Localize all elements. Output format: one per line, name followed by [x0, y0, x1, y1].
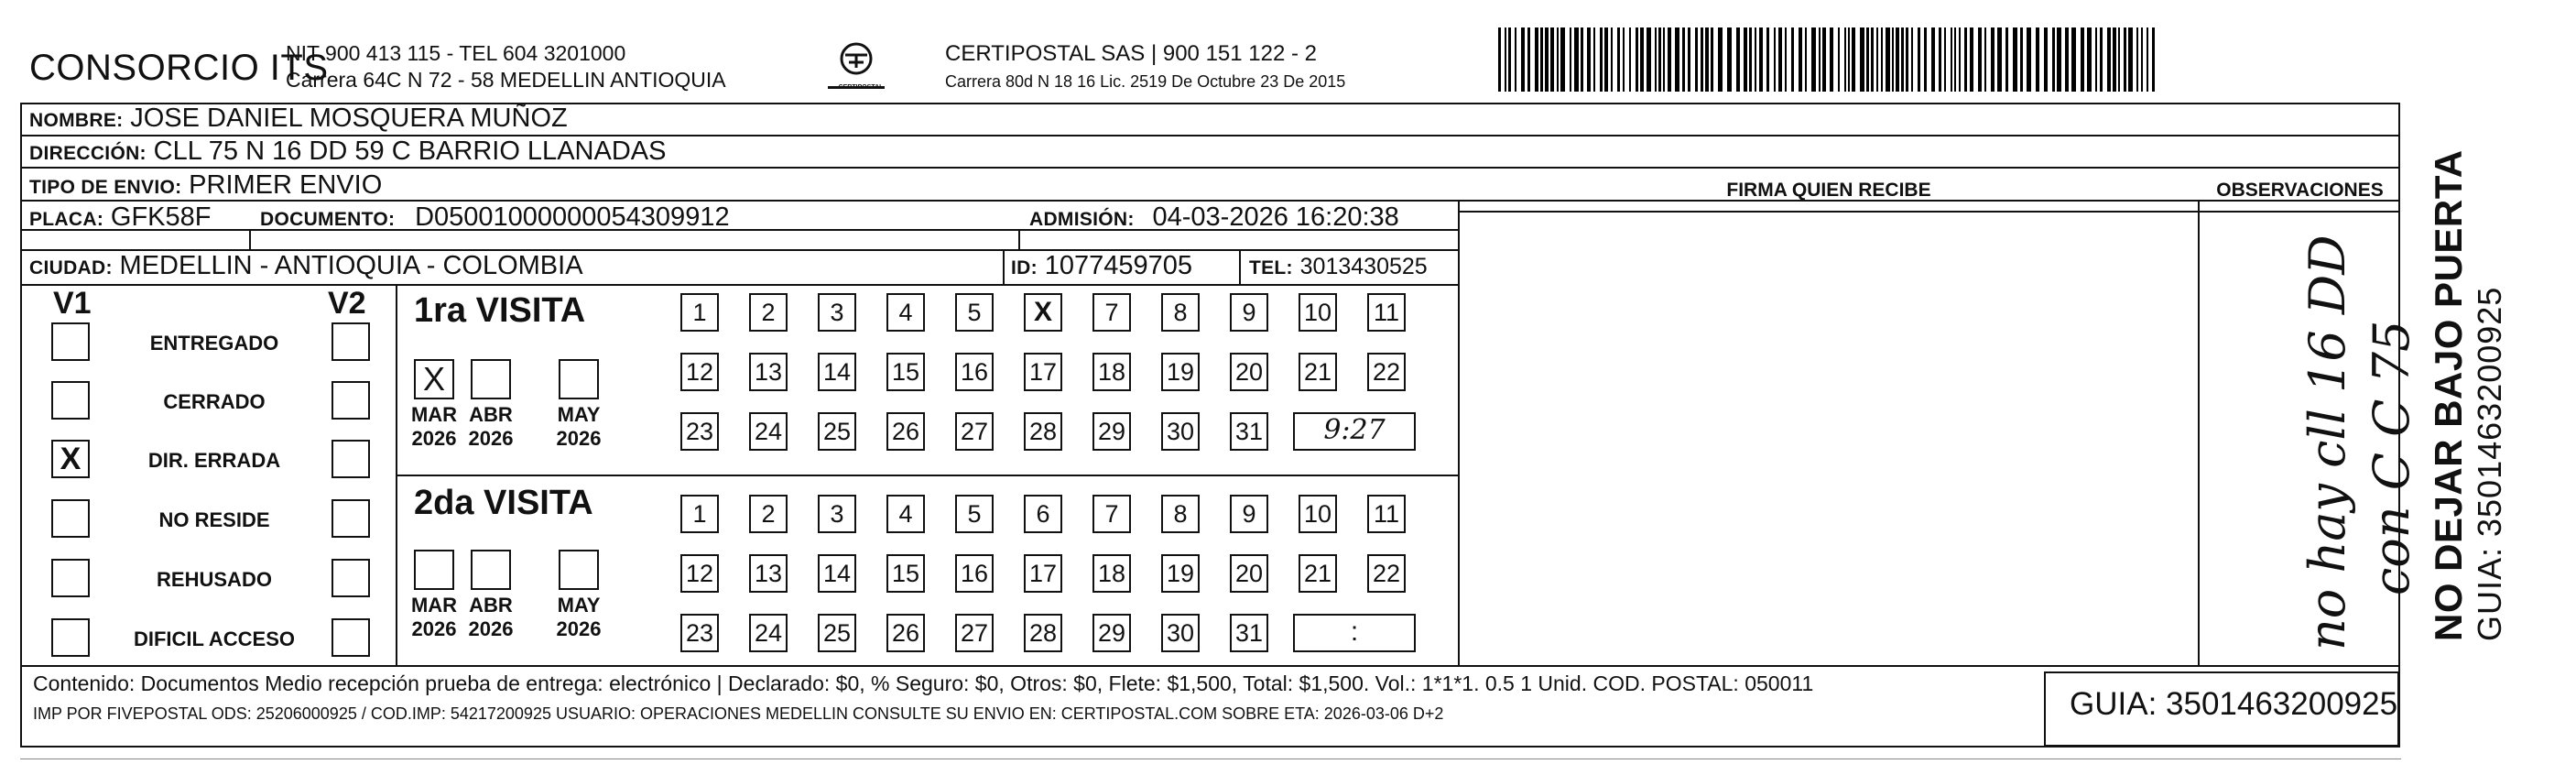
company-name: CONSORCIO ITS	[29, 48, 329, 88]
v2-day-10[interactable]: 10	[1299, 495, 1337, 533]
v2-day-5[interactable]: 5	[955, 495, 994, 533]
v2-checkbox-3[interactable]	[332, 499, 370, 538]
v1-day-4[interactable]: 4	[886, 293, 925, 332]
v2-day-19[interactable]: 19	[1161, 554, 1200, 593]
month-checkbox[interactable]	[559, 359, 599, 399]
v1-day-26[interactable]: 26	[886, 412, 925, 451]
v1-day-29[interactable]: 29	[1092, 412, 1131, 451]
v1-day-22[interactable]: 22	[1367, 353, 1406, 391]
v2-day-7[interactable]: 7	[1092, 495, 1131, 533]
v1-time-box[interactable]: 9:27	[1293, 412, 1416, 451]
v1-day-28[interactable]: 28	[1024, 412, 1062, 451]
status-label: ENTREGADO	[149, 332, 279, 355]
v2-day-17[interactable]: 17	[1024, 554, 1062, 593]
certipostal-info	[945, 40, 1345, 95]
v1-day-1[interactable]: 1	[680, 293, 719, 332]
certipostal-line: CERTIPOSTAL SAS | 900 151 122 - 2	[945, 41, 1317, 66]
v2-time-box[interactable]: :	[1293, 614, 1416, 652]
nombre-label: NOMBRE:	[29, 110, 124, 131]
ciudad-value: MEDELLIN - ANTIOQUIA - COLOMBIA	[119, 251, 583, 280]
v1-day-20[interactable]: 20	[1230, 353, 1268, 391]
v1-checkbox-1[interactable]	[51, 381, 90, 420]
admision-value: 04-03-2026 16:20:38	[1152, 202, 1399, 232]
guia-number: GUIA: 3501463200925	[2044, 671, 2399, 747]
v1-day-15[interactable]: 15	[886, 353, 925, 391]
v1-day-7[interactable]: 7	[1092, 293, 1131, 332]
status-label: NO RESIDE	[158, 508, 270, 531]
month-label: MAR 2026	[410, 594, 458, 640]
id-value: 1077459705	[1044, 251, 1192, 280]
direccion-value: CLL 75 N 16 DD 59 C BARRIO LLANADAS	[153, 136, 667, 166]
v1-day-19[interactable]: 19	[1161, 353, 1200, 391]
v1-checkbox-0[interactable]	[51, 322, 90, 361]
v2-checkbox-1[interactable]	[332, 381, 370, 420]
tipo-envio-field	[29, 170, 382, 201]
v2-day-24[interactable]: 24	[749, 614, 788, 652]
v2-day-3[interactable]: 3	[818, 495, 856, 533]
v2-day-15[interactable]: 15	[886, 554, 925, 593]
v1-checkbox-2[interactable]: X	[51, 440, 90, 478]
v2-day-4[interactable]: 4	[886, 495, 925, 533]
month-label: ABR 2026	[468, 594, 514, 640]
v2-day-29[interactable]: 29	[1092, 614, 1131, 652]
nit-line: NIT 900 413 115 - TEL 604 3201000	[286, 41, 626, 65]
v2-day-1[interactable]: 1	[680, 495, 719, 533]
direccion-field	[29, 136, 666, 167]
v2-day-20[interactable]: 20	[1230, 554, 1268, 593]
month-checkbox[interactable]	[559, 550, 599, 590]
documento-value: D05001000000054309912	[415, 202, 730, 232]
visita2-title: 2da VISITA	[414, 484, 593, 522]
month-label: MAY 2026	[556, 403, 602, 450]
v2-day-26[interactable]: 26	[886, 614, 925, 652]
barcode	[1498, 27, 2159, 92]
direccion-label: DIRECCIÓN:	[29, 143, 147, 164]
v2-checkbox-5[interactable]	[332, 618, 370, 657]
v1-day-17[interactable]: 17	[1024, 353, 1062, 391]
footer-contenido: Contenido: Documentos Medio recepción prueba de entrega: electrónico | Declarado: $0, % Seguro: $0, Otros: $0, Flete: $1,500, Total: $1,500. Vol.: 1*1*1. 0.5 1 Unid. COD. POSTAL: 050011	[33, 671, 1814, 695]
v1-day-10[interactable]: 10	[1299, 293, 1337, 332]
handwritten-observation-2: con C C 75	[2363, 320, 2420, 595]
placa-label: PLACA:	[29, 209, 104, 230]
documento-label: DOCUMENTO:	[260, 209, 396, 230]
tel-value: 3013430525	[1299, 254, 1428, 279]
status-label: REHUSADO	[157, 568, 272, 591]
v2-day-2[interactable]: 2	[749, 495, 788, 533]
v2-day-14[interactable]: 14	[818, 554, 856, 593]
v2-day-22[interactable]: 22	[1367, 554, 1406, 593]
v2-checkbox-2[interactable]	[332, 440, 370, 478]
v2-day-12[interactable]: 12	[680, 554, 719, 593]
v1-checkbox-5[interactable]	[51, 618, 90, 657]
v2-day-27[interactable]: 27	[955, 614, 994, 652]
v1-day-6[interactable]: X	[1024, 293, 1062, 332]
v2-day-30[interactable]: 30	[1161, 614, 1200, 652]
v2-day-25[interactable]: 25	[818, 614, 856, 652]
tipo-envio-value: PRIMER ENVIO	[189, 170, 383, 200]
v1-day-3[interactable]: 3	[818, 293, 856, 332]
status-label: CERRADO	[163, 390, 266, 413]
tipo-envio-label: TIPO DE ENVIO:	[29, 177, 182, 198]
month-label: ABR 2026	[468, 403, 514, 450]
v1-day-14[interactable]: 14	[818, 353, 856, 391]
v2-day-6[interactable]: 6	[1024, 495, 1062, 533]
v1-day-31[interactable]: 31	[1230, 412, 1268, 451]
v1-day-27[interactable]: 27	[955, 412, 994, 451]
id-field	[1011, 251, 1192, 281]
admision-field	[1029, 202, 1399, 233]
v1-day-16[interactable]: 16	[955, 353, 994, 391]
v2-day-21[interactable]: 21	[1299, 554, 1337, 593]
placa-field	[29, 202, 212, 233]
side-warning	[2427, 149, 2509, 641]
firma-header: FIRMA QUIEN RECIBE	[1726, 180, 1931, 201]
month-label: MAY 2026	[556, 594, 602, 640]
v2-day-28[interactable]: 28	[1024, 614, 1062, 652]
v1-day-18[interactable]: 18	[1092, 353, 1131, 391]
side-warning-text: NO DEJAR BAJO PUERTA	[2427, 149, 2470, 641]
v1-day-5[interactable]: 5	[955, 293, 994, 332]
v2-day-11[interactable]: 11	[1367, 495, 1406, 533]
company-info	[286, 40, 726, 93]
month-label: MAR 2026	[410, 403, 458, 450]
observaciones-header: OBSERVACIONES	[2216, 180, 2384, 201]
footer-impresion: IMP POR FIVEPOSTAL ODS: 25206000925 / COD.IMP: 54217200925 USUARIO: OPERACIONES MEDELLIN CONSULTE SU ENVIO EN: CERTIPOSTAL.COM SOBRE ETA: 2026-03-06 D+2	[33, 704, 1444, 723]
v1-checkbox-4[interactable]	[51, 559, 90, 597]
nombre-field	[29, 104, 568, 134]
month-checkbox[interactable]	[471, 359, 511, 399]
visita1-title: 1ra VISITA	[414, 291, 586, 330]
month-checkbox[interactable]: X	[414, 359, 454, 399]
certipostal-sub: Carrera 80d N 18 16 Lic. 2519 De Octubre 23 De 2015	[945, 72, 1346, 91]
nombre-value: JOSE DANIEL MOSQUERA MUÑOZ	[130, 104, 568, 133]
v1-day-12[interactable]: 12	[680, 353, 719, 391]
v2-day-9[interactable]: 9	[1230, 495, 1268, 533]
v1-day-2[interactable]: 2	[749, 293, 788, 332]
side-guia-text: GUIA: 3501463200925	[2471, 286, 2508, 641]
tel-field	[1249, 251, 1428, 280]
id-label: ID:	[1011, 257, 1038, 278]
v2-day-23[interactable]: 23	[680, 614, 719, 652]
v2-label: V2	[328, 286, 366, 321]
v1-day-9[interactable]: 9	[1230, 293, 1268, 332]
v1-checkbox-3[interactable]	[51, 499, 90, 538]
admision-label: ADMISIÓN:	[1029, 209, 1135, 230]
v2-checkbox-0[interactable]	[332, 322, 370, 361]
v1-day-24[interactable]: 24	[749, 412, 788, 451]
v2-day-16[interactable]: 16	[955, 554, 994, 593]
logo-text: CERTIPOSTAL	[838, 84, 884, 91]
company-address: Carrera 64C N 72 - 58 MEDELLIN ANTIOQUIA	[286, 68, 726, 92]
v1-day-23[interactable]: 23	[680, 412, 719, 451]
v1-day-30[interactable]: 30	[1161, 412, 1200, 451]
ciudad-label: CIUDAD:	[29, 257, 113, 278]
v2-day-8[interactable]: 8	[1161, 495, 1200, 533]
v2-day-13[interactable]: 13	[749, 554, 788, 593]
documento-field	[260, 202, 730, 233]
status-label: DIFICIL ACCESO	[133, 628, 295, 650]
handwritten-observation-1: no hay cll 16 DD	[2299, 235, 2356, 650]
v1-day-13[interactable]: 13	[749, 353, 788, 391]
v1-day-21[interactable]: 21	[1299, 353, 1337, 391]
v2-day-31[interactable]: 31	[1230, 614, 1268, 652]
ciudad-field	[29, 251, 583, 281]
tel-label: TEL:	[1249, 257, 1293, 278]
v1-label: V1	[53, 286, 92, 321]
status-label: DIR. ERRADA	[147, 449, 281, 472]
v2-checkbox-4[interactable]	[332, 559, 370, 597]
placa-value: GFK58F	[110, 202, 212, 232]
month-checkbox[interactable]	[414, 550, 454, 590]
v1-day-25[interactable]: 25	[818, 412, 856, 451]
v1-day-8[interactable]: 8	[1161, 293, 1200, 332]
month-checkbox[interactable]	[471, 550, 511, 590]
v1-day-11[interactable]: 11	[1367, 293, 1406, 332]
v2-day-18[interactable]: 18	[1092, 554, 1131, 593]
